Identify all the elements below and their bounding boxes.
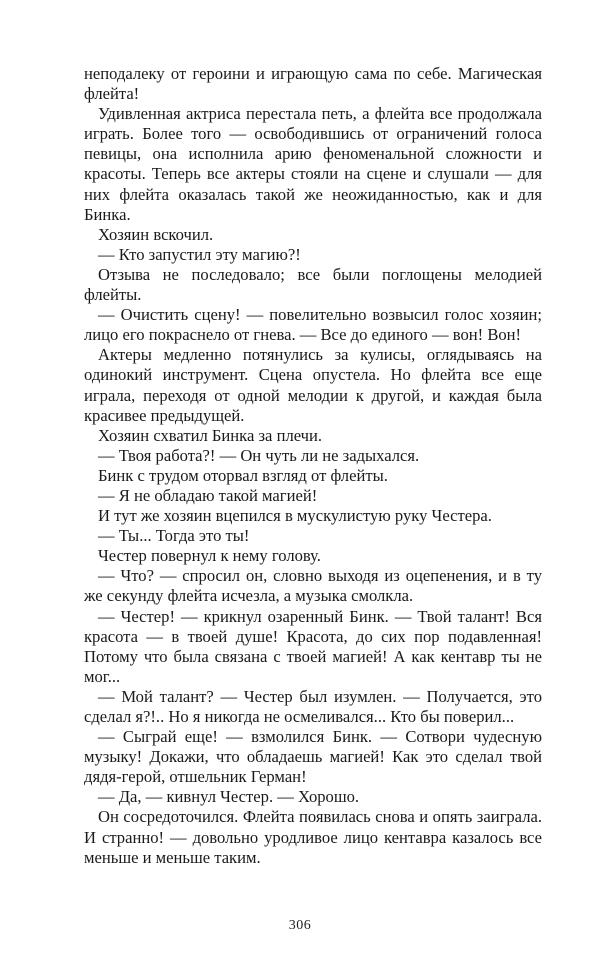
paragraph-13: — Ты... Тогда это ты! (98, 526, 250, 546)
paragraph-4: — Кто запустил эту магию?! (98, 244, 301, 264)
paragraph-14: Честер повернул к нему голову. (98, 546, 321, 566)
paragraph-17: — Мой талант? — Честер был изумлен. — Получается, это сделал я?!.. Но я никогда не осмеливался... Кто бы поверил... (84, 686, 542, 726)
paragraph-16: — Честер! — крикнул озаренный Бинк. — Твой талант! Вся красота — в твоей душе! Красота, до сих пор подавленная! Потому что была связана с твоей магией! А как кентавр ты не мог... (84, 606, 542, 686)
paragraph-11: — Я не обладаю такой магией! (98, 485, 318, 505)
paragraph-18: — Сыграй еще! — взмолился Бинк. — Сотвори чудесную музыку! Докажи, что обладаешь магией! Как это сделал твой дядя-герой, отшельник Герман! (84, 727, 542, 787)
paragraph-9: — Твоя работа?! — Он чуть ли не задыхался. (98, 445, 420, 465)
paragraph-8: Хозяин схватил Бинка за плечи. (98, 425, 323, 445)
page-text (84, 64, 542, 868)
paragraph-7: Актеры медленно потянулись за кулисы, оглядываясь на одинокий инструмент. Сцена опустела. Но флейта все еще играла, переходя от одной мелодии к другой, и каждая была красивее предыдущей. (84, 345, 542, 425)
paragraph-15: — Что? — спросил он, словно выходя из оцепенения, и в ту же секунду флейта исчезла, а музыка смолкла. (84, 566, 542, 606)
paragraph-3: Хозяин вскочил. (98, 224, 214, 244)
paragraph-20: Он сосредоточился. Флейта появилась снова и опять заиграла. И странно! — довольно уродливое лицо кентавра казалось все меньше и меньше таким. (84, 807, 542, 867)
paragraph-1: неподалеку от героини и играющую сама по себе. Магическая флейта! (84, 64, 542, 104)
page-number: 306 (288, 918, 312, 933)
paragraph-12: И тут же хозяин вцепился в мускулистую руку Честера. (98, 506, 492, 526)
paragraph-19: — Да, — кивнул Честер. — Хорошо. (98, 787, 360, 807)
paragraph-5: Отзыва не последовало; все были поглощены мелодией флейты. (84, 264, 542, 305)
paragraph-6: — Очистить сцену! — повелительно возвысил голос хозяин; лицо его покраснело от гнева. — Все до единого — вон! Вон! (84, 305, 542, 345)
paragraph-2: Удивленная актриса перестала петь, а флейта все продолжала играть. Более того — освободившись от ограничений голоса певицы, она исполнила арию феноменальной сложности и красоты. Теперь все актеры стояли на сцене и слушали — для них флейта оказалась такой же неожиданностью, как и для Бинка. (84, 104, 542, 224)
paragraph-10: Бинк с трудом оторвал взгляд от флейты. (98, 465, 388, 485)
